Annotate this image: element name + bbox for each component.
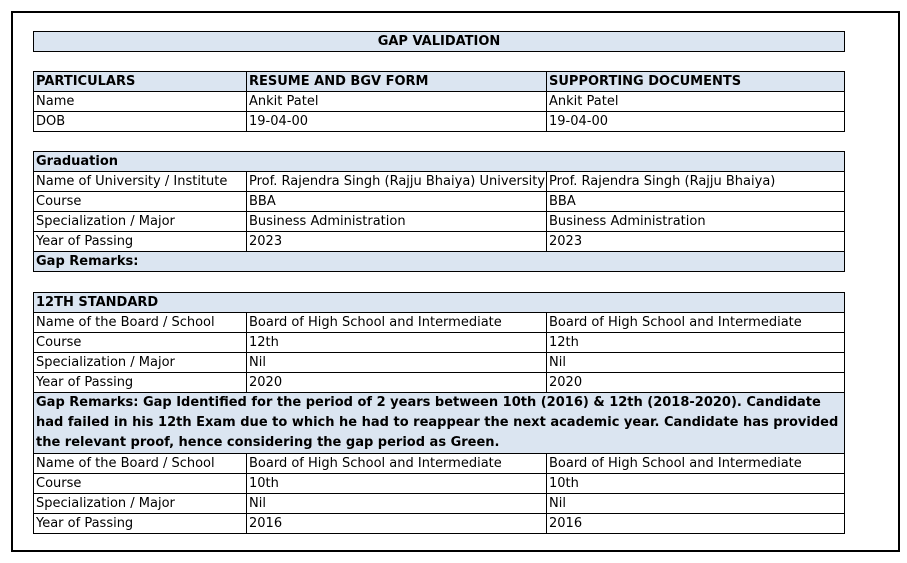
row-label: Year of Passing <box>34 514 247 534</box>
docs-value: Prof. Rajendra Singh (Rajju Bhaiya) <box>547 172 845 192</box>
resume-value: BBA <box>247 192 547 212</box>
docs-value: 2016 <box>547 514 845 534</box>
col-header-particulars: PARTICULARS <box>34 72 247 92</box>
section-heading: 12TH STANDARD <box>34 293 845 313</box>
docs-value: 2020 <box>547 373 845 393</box>
col-header-resume: RESUME AND BGV FORM <box>247 72 547 92</box>
row-label: Specialization / Major <box>34 212 247 232</box>
graduation-table <box>33 151 845 272</box>
resume-value: 2023 <box>247 232 547 252</box>
docs-value: Board of High School and Intermediate <box>547 313 845 333</box>
row-label: Specialization / Major <box>34 494 247 514</box>
resume-value: 2020 <box>247 373 547 393</box>
resume-value: 10th <box>247 474 547 494</box>
table-row <box>34 92 845 112</box>
docs-value: 12th <box>547 333 845 353</box>
docs-value: Ankit Patel <box>547 92 845 112</box>
col-header-supporting: SUPPORTING DOCUMENTS <box>547 72 845 92</box>
docs-value: Board of High School and Intermediate <box>547 454 845 474</box>
resume-value: 12th <box>247 333 547 353</box>
table-row <box>34 192 845 212</box>
resume-value: Board of High School and Intermediate <box>247 313 547 333</box>
table-row <box>34 494 845 514</box>
row-label: Course <box>34 192 247 212</box>
row-label: Name of University / Institute <box>34 172 247 192</box>
table-row <box>34 474 845 494</box>
table-row <box>34 112 845 132</box>
row-label: Name <box>34 92 247 112</box>
table-row <box>34 454 845 474</box>
table-row <box>34 333 845 353</box>
docs-value: Business Administration <box>547 212 845 232</box>
section-heading: Graduation <box>34 152 845 172</box>
gap-remarks: Gap Remarks: <box>34 252 845 272</box>
table-row <box>34 212 845 232</box>
docs-value: 10th <box>547 474 845 494</box>
row-label: Year of Passing <box>34 373 247 393</box>
schooling-table <box>33 292 845 534</box>
row-label: Course <box>34 333 247 353</box>
docs-value: 19-04-00 <box>547 112 845 132</box>
table-row <box>34 172 845 192</box>
row-label: Specialization / Major <box>34 353 247 373</box>
docs-value: 2023 <box>547 232 845 252</box>
title-table <box>33 31 845 52</box>
page-title: GAP VALIDATION <box>34 32 845 52</box>
docs-value: BBA <box>547 192 845 212</box>
row-label: Year of Passing <box>34 232 247 252</box>
table-row <box>34 353 845 373</box>
personal-table <box>33 71 845 132</box>
resume-value: Ankit Patel <box>247 92 547 112</box>
resume-value: Business Administration <box>247 212 547 232</box>
resume-value: 19-04-00 <box>247 112 547 132</box>
docs-value: Nil <box>547 494 845 514</box>
table-row <box>34 373 845 393</box>
resume-value: Prof. Rajendra Singh (Rajju Bhaiya) University <box>247 172 547 192</box>
row-label: Course <box>34 474 247 494</box>
gap-remarks: Gap Remarks: Gap Identified for the period of 2 years between 10th (2016) & 12th (2018-2020). Candidate had failed in his 12th Exam due to which he had to reappear the next academic year. Candidate has provided the relevant proof, hence considering the gap period as Green. <box>34 393 845 454</box>
resume-value: Board of High School and Intermediate <box>247 454 547 474</box>
row-label: Name of the Board / School <box>34 454 247 474</box>
docs-value: Nil <box>547 353 845 373</box>
row-label: Name of the Board / School <box>34 313 247 333</box>
table-row <box>34 232 845 252</box>
table-row <box>34 514 845 534</box>
resume-value: Nil <box>247 353 547 373</box>
resume-value: Nil <box>247 494 547 514</box>
resume-value: 2016 <box>247 514 547 534</box>
row-label: DOB <box>34 112 247 132</box>
table-row <box>34 313 845 333</box>
